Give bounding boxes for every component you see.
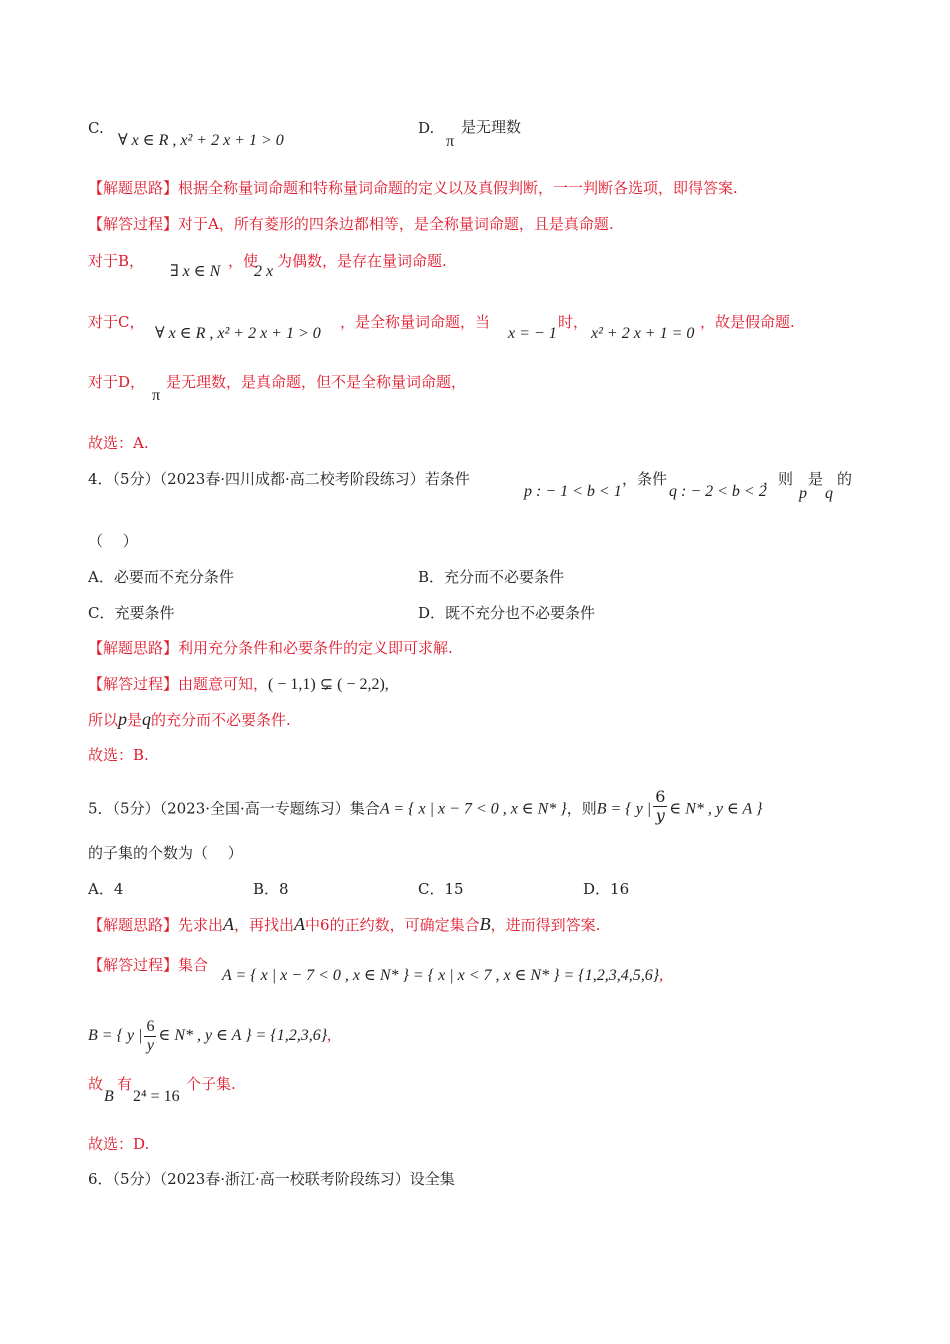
q3-option-c: C. (88, 119, 104, 137)
q3-solution-c-math1: ∀ x ∈ R , x² + 2 x + 1 > 0 (155, 325, 321, 342)
q5-count-prefix: 故 (88, 1075, 104, 1093)
q3-solution-b-suffix: 为偶数，是存在量词命题. (277, 252, 447, 270)
q3-solution-c-mid1: ，是全称量词命题，当 (340, 313, 491, 331)
q4-stem-mid1: ，条件 (622, 470, 668, 488)
q4-conclusion: 所以p是q的充分而不必要条件. (88, 709, 291, 729)
q5-set-a: A = { x | x − 7 < 0 , x ∈ N* } (379, 800, 567, 818)
q4-de: 的 (837, 470, 853, 488)
q4-option-d: D．既不充分也不必要条件 (418, 604, 596, 622)
q5-set-b-pre: B = { y | (596, 800, 652, 818)
q4-condition-p: p : − 1 < b < 1 (524, 483, 622, 500)
q5-option-d: D．16 (583, 880, 630, 898)
q3-solution-c-suffix: ，故是假命题. (700, 313, 795, 331)
q4-p: p (799, 485, 807, 502)
q4-solution-process: 【解答过程】由题意可知，( − 1,1) ⊊ ( − 2,2), (88, 675, 389, 693)
q5-option-b: B．8 (253, 880, 289, 898)
q3-solution-b-mid: ，使 (228, 252, 259, 270)
q5-solution-process: 【解答过程】集合 (88, 956, 209, 974)
q4-stem-mid2: ，则 (763, 470, 794, 488)
q4-q: q (825, 485, 833, 502)
q5-count-math: 2⁴ = 16 (133, 1088, 180, 1105)
q3-option-c-math: ∀ x ∈ R , x² + 2 x + 1 > 0 (118, 132, 284, 149)
q6-stem: 6．（5分）（2023春·浙江·高一校联考阶段练习）设全集 (88, 1170, 455, 1188)
q4-solution-idea: 【解题思路】利用充分条件和必要条件的定义即可求解. (88, 639, 453, 657)
q3-solution-c-prefix: 对于C， (88, 313, 145, 331)
q3-solution-d-prefix: 对于D， (88, 373, 146, 391)
q5-count-b: B (104, 1088, 114, 1105)
q4-paren: （ ） (88, 532, 138, 550)
q4-option-a: A．必要而不充分条件 (88, 568, 234, 586)
q3-solution-c-math2: x = − 1 (508, 325, 557, 342)
q3-solution-d-pi: π (152, 387, 161, 404)
q5-b-fraction: $\frac{6}{y}$ (146, 1018, 155, 1054)
q5-set-b-line: B = { y | $\frac{6}{y}$ ∈ N* , y ∈ A } = {1,2,3,6}, (88, 1018, 332, 1054)
q5-count-suffix: 个子集. (186, 1075, 236, 1093)
q4-process-math: ( − 1,1) ⊊ ( − 2,2) (268, 676, 385, 693)
q3-solution-c-mid2: 时， (558, 313, 589, 331)
q4-condition-q: q : − 2 < b < 2 (669, 483, 767, 500)
q3-solution-d-suffix: 是无理数，是真命题，但不是全称量词命题， (166, 373, 467, 391)
q3-solution-c-math3: x² + 2 x + 1 = 0 (591, 325, 695, 342)
q5-process-math: A = { x | x − 7 < 0 , x ∈ N* } = { x | x < 7 , x ∈ N* } = {1,2,3,4,5,6}, (222, 967, 664, 984)
q5-stem: 5．（5分）（2023·全国·高一专题练习）集合A = { x | x − 7 < 0 , x ∈ N* }，则B = { y | $\frac{6}{y}$ ∈ N* , y ∈ A } (88, 787, 763, 825)
q3-answer: 故选：A. (88, 434, 149, 452)
q3-solution-b-prefix: 对于B， (88, 252, 145, 270)
q3-option-d-pi: π (446, 133, 455, 150)
q3-solution-b-math1: ∃ x ∈ N (170, 263, 221, 280)
q5-option-c: C．15 (418, 880, 464, 898)
q3-solution-b-math2: 2 x (254, 263, 274, 280)
q4-answer: 故选：B. (88, 746, 149, 764)
q5-fraction: $\frac{6}{y}$ (655, 787, 666, 825)
q5-set-b-post: ∈ N* , y ∈ A } (669, 800, 763, 818)
q3-solution-idea: 【解题思路】根据全称量词命题和特称量词命题的定义以及真假判断，一一判断各选项，即得答案. (88, 179, 738, 197)
q4-stem: 4．（5分）（2023春·四川成都·高二校考阶段练习）若条件 (88, 470, 470, 488)
q4-option-c: C．充要条件 (88, 604, 175, 622)
q3-option-d-text: 是无理数 (461, 118, 522, 136)
q5-count-has: 有 (117, 1075, 133, 1093)
q4-is: 是 (808, 470, 824, 488)
q5-answer: 故选：D. (88, 1135, 150, 1153)
q5-option-a: A．4 (88, 880, 124, 898)
q5-stem-line2: 的子集的个数为（ ） (88, 844, 243, 862)
q4-option-b: B．充分而不必要条件 (418, 568, 565, 586)
q3-solution-process-a: 【解答过程】对于A，所有菱形的四条边都相等，是全称量词命题，且是真命题. (88, 215, 614, 233)
q3-option-d: D. (418, 119, 435, 137)
q5-solution-idea: 【解题思路】先求出A，再找出A中6的正约数，可确定集合B，进而得到答案. (88, 914, 601, 934)
